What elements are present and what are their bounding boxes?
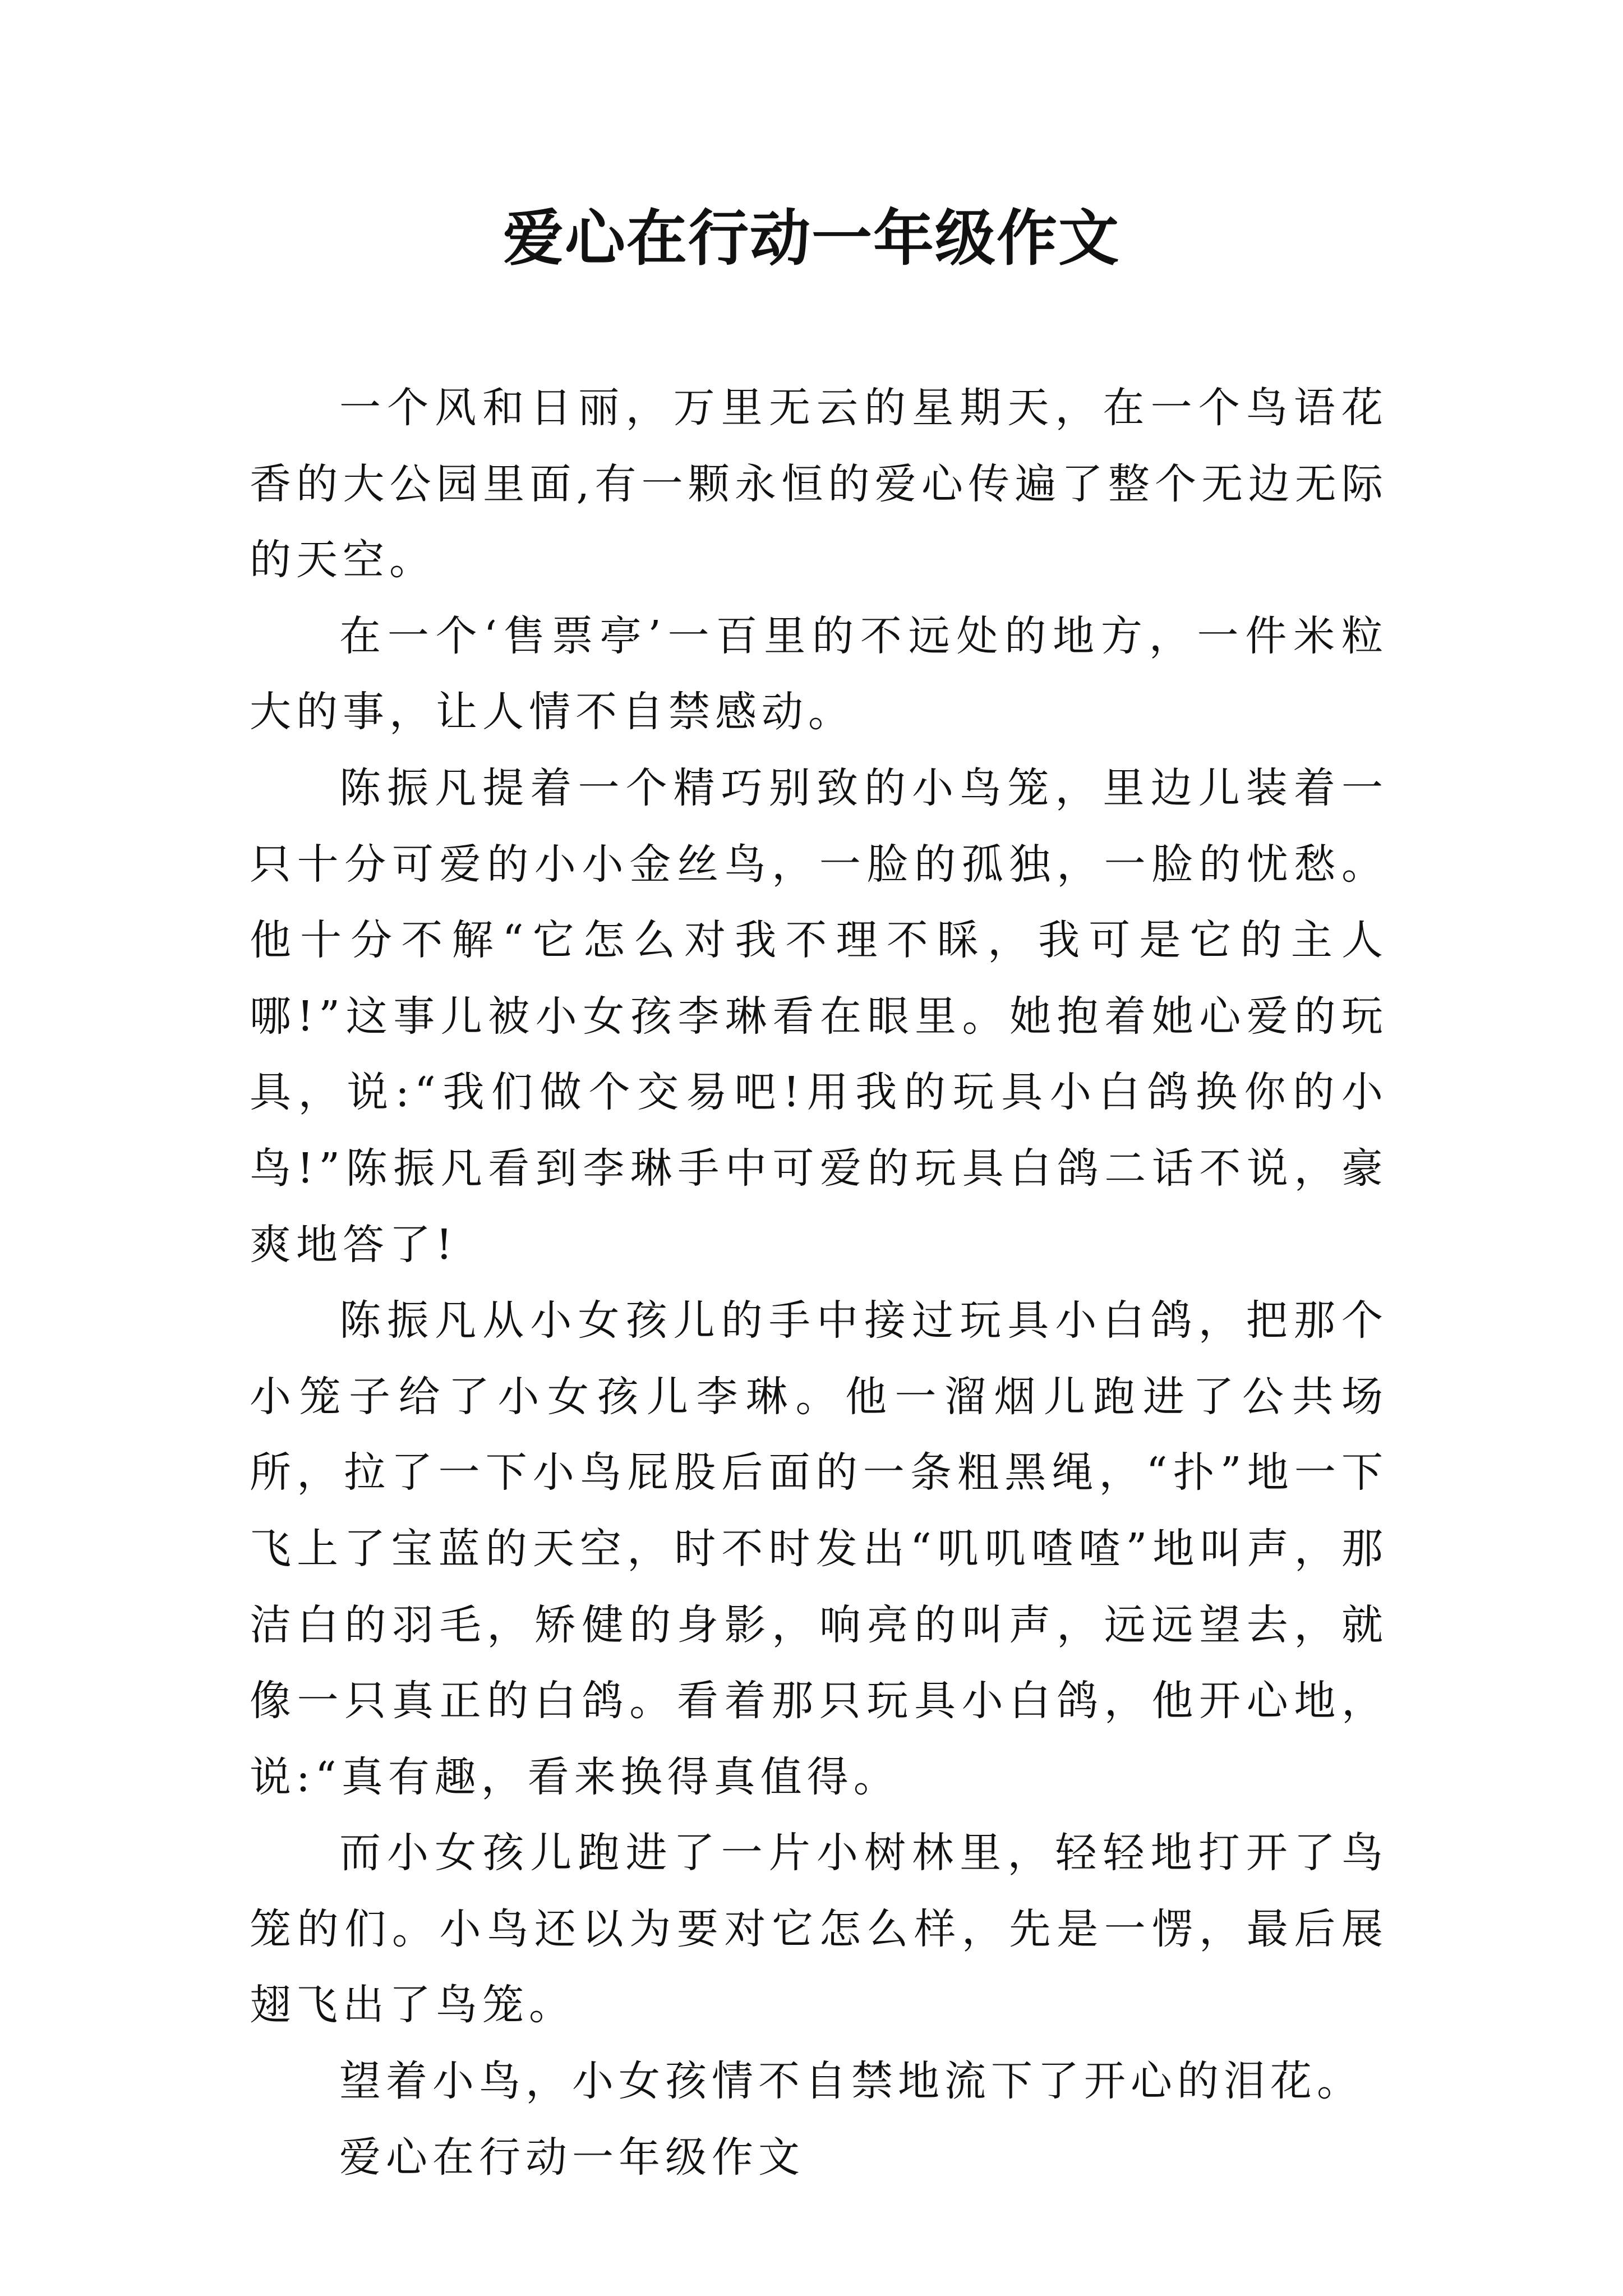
paragraph: 陈振凡提着一个精巧别致的小鸟笼，里边儿装着一只十分可爱的小小金丝鸟，一脸的孤独，一脸的忧愁。他十分不解“它怎么对我不理不睬，我可是它的主人哪!”这事儿被小女孩李琳看在眼里。她抱着她心爱的玩具，说:“我们做个交易吧!用我的玩具小白鸽换你的小鸟!”陈振凡看到李琳手中可爱的玩具白鸽二话不说，豪爽地答了!	[250, 763, 1388, 1269]
document-body	[250, 370, 1388, 2196]
paragraph: 望着小鸟，小女孩情不自禁地流下了开心的泪花。	[339, 2057, 1363, 2106]
paragraph: 陈振凡从小女孩儿的手中接过玩具小白鸽，把那个小笼子给了小女孩儿李琳。他一溜烟儿跑进了公共场所，拉了一下小鸟屁股后面的一条粗黑绳，“扑”地一下飞上了宝蓝的天空，时不时发出“叽叽喳喳”地叫声，那洁白的羽毛，矫健的身影，响亮的叫声，远远望去，就像一只真正的白鸽。看着那只玩具小白鸽，他开心地，说:“真有趣，看来换得真值得。	[250, 1296, 1388, 1801]
paragraph: 而小女孩儿跑进了一片小树林里，轻轻地打开了鸟笼的们。小鸟还以为要对它怎么样，先是一愣，最后展翅飞出了鸟笼。	[250, 1829, 1388, 2030]
document-title: 爱心在行动一年级作文	[502, 203, 1120, 274]
closing-line: 爱心在行动一年级作文	[339, 2133, 805, 2182]
paragraph: 一个风和日丽，万里无云的星期天，在一个鸟语花香的大公园里面,有一颗永恒的爱心传遍了整个无边无际的天空。	[250, 384, 1388, 585]
paragraph: 在一个‘售票亭’一百里的不远处的地方，一件米粒大的事，让人情不自禁感动。	[250, 611, 1388, 737]
